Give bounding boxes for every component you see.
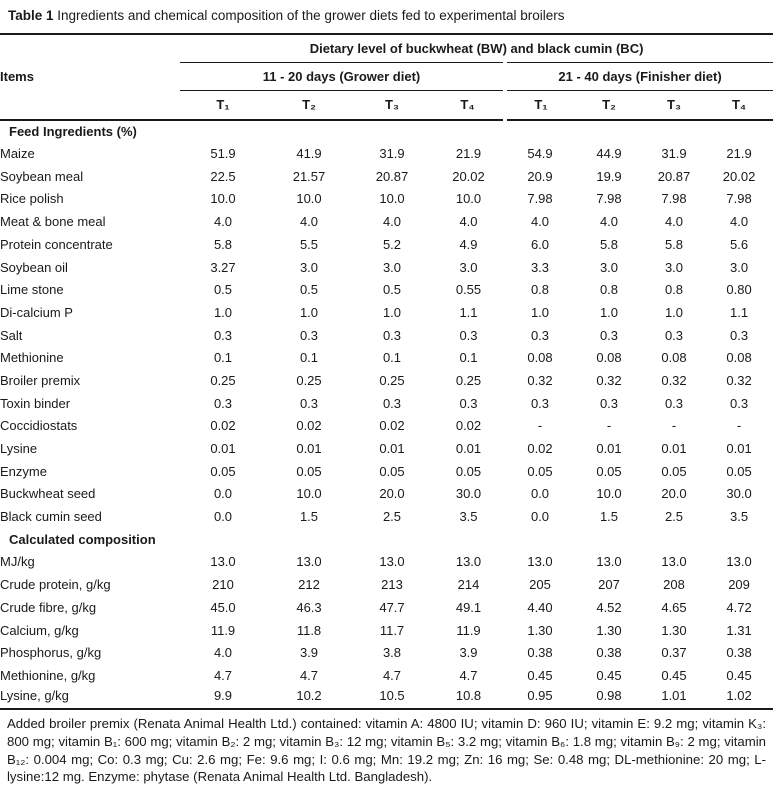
cell-value: 2.5 [382,509,402,525]
cell-value: 0.55 [455,282,482,298]
table-row [0,165,773,188]
row-label: Salt [0,327,23,343]
cell-value: 0.02 [296,418,322,434]
cell-value: 0.3 [459,395,478,411]
cell-value: 0.8 [599,282,619,298]
cell-value: 41.9 [296,146,322,162]
cell-value: 6.0 [530,236,550,252]
group-header-finisher: 21 - 40 days (Finisher diet) [505,62,773,90]
row-label: Broiler premix [0,372,81,388]
cell-value: 0.98 [596,687,622,703]
cell-value: 44.9 [596,146,622,162]
cell-value: 9.9 [213,687,233,703]
group-header-grower: 11 - 20 days (Grower diet) [180,62,505,90]
cell-value: 7.98 [527,191,553,207]
cell-value: 0.0 [213,509,233,525]
cell-value: 0.3 [664,395,684,411]
cell-value: 1.5 [299,509,319,525]
cell-value: 5.5 [299,236,319,252]
cell-value: 4.0 [382,214,402,230]
cell-value: 3.8 [382,645,402,661]
cell-value: 3.27 [210,259,236,275]
cell-value: 0.1 [459,350,478,366]
cell-value: 54.9 [527,146,553,162]
cell-value: 7.98 [661,191,687,207]
cell-value: 10.2 [296,687,322,703]
row-label: Methionine, g/kg [0,667,96,683]
cell-value: 4.7 [213,667,233,683]
cell-value: 4.0 [530,214,550,230]
table-row [0,596,773,619]
cell-value: 0.3 [599,395,619,411]
cell-value: 11.7 [379,622,405,638]
cell-value: 1.0 [213,304,233,320]
row-label: Enzyme [0,463,47,479]
cell-value: 0.38 [596,645,622,661]
cell-value: 0.3 [664,327,684,343]
table-row [0,233,773,256]
cell-value: 0.37 [661,645,687,661]
table-row [0,278,773,301]
table-row [0,687,773,710]
cell-value: 0.05 [210,463,236,479]
cell-value: 213 [381,577,403,593]
cell-value: 1.31 [726,622,752,638]
cell-value: 1.1 [459,304,478,320]
cell-value: 20.0 [379,486,405,502]
cell-value: 4.9 [459,236,478,252]
cell-value: 4.7 [299,667,319,683]
cell-value: 4.52 [596,599,622,615]
row-label: Coccidiostats [0,418,78,434]
cell-value: 11.9 [456,622,481,638]
treatment-header-finisher-t3: T₃ [643,90,705,120]
treatment-header-grower-t1: T₁ [180,90,266,120]
cell-value: 0.25 [210,372,236,388]
cell-value: 0.02 [455,418,482,434]
cell-value: 3.3 [530,259,550,275]
cell-value: 47.7 [379,599,405,615]
cell-value: 3.5 [730,509,749,525]
treatment-header-grower-t4: T₄ [432,90,505,120]
table-row [0,210,773,233]
row-label: Maize [0,146,35,162]
cell-value: 0.01 [296,441,322,457]
cell-value: 2.5 [664,509,684,525]
cell-value: 0.05 [296,463,322,479]
cell-value: 30.0 [726,486,752,502]
row-label: Protein concentrate [0,236,113,252]
table-row [0,505,773,528]
cell-value: 0.05 [596,463,622,479]
cell-value: 0.01 [726,441,752,457]
table-row [0,301,773,324]
cell-value: 0.1 [382,350,402,366]
cell-value: 0.01 [661,441,687,457]
cell-value: 0.5 [213,282,233,298]
cell-value: 1.0 [299,304,319,320]
row-label: Crude protein, g/kg [0,577,111,593]
cell-value: 0.32 [596,372,622,388]
cell-value: 3.0 [664,259,684,275]
cell-value: 0.05 [379,463,405,479]
cell-value: 0.0 [213,486,233,502]
cell-value: 0.38 [527,645,553,661]
section-header-row [0,120,773,143]
cell-value: 214 [457,577,480,593]
cell-value: 4.0 [664,214,684,230]
cell-value: 13.0 [726,554,752,570]
table-row [0,641,773,664]
cell-value: 0.08 [596,350,622,366]
cell-value: 0.3 [730,395,749,411]
cell-value: 0.5 [382,282,402,298]
cell-value: 51.9 [210,146,236,162]
cell-value: 0.25 [379,372,405,388]
cell-value: 1.0 [382,304,402,320]
cell-value: 0.45 [661,667,687,683]
table-caption-number: Table 1 [8,8,54,23]
cell-value: 3.9 [299,645,319,661]
cell-value: 4.40 [527,599,553,615]
cell-value: 0.01 [210,441,236,457]
row-label: Lysine [0,441,38,457]
diet-composition-table [0,33,773,711]
table-row [0,483,773,506]
cell-value: 0.45 [726,667,752,683]
cell-value: 10.0 [455,191,482,207]
row-label: Black cumin seed [0,509,102,525]
cell-value: 208 [663,577,685,593]
cell-value: 3.0 [299,259,319,275]
header-row-span [0,34,773,63]
cell-value: 7.98 [726,191,752,207]
row-label: MJ/kg [0,554,35,570]
cell-value: 3.0 [459,259,478,275]
cell-value: 3.9 [459,645,478,661]
cell-value: 0.8 [664,282,684,298]
row-label: Lysine, g/kg [0,687,69,703]
cell-value: 46.3 [296,599,322,615]
items-column-header: Items [0,34,180,120]
cell-value: 45.0 [210,599,236,615]
cell-value: 13.0 [661,554,687,570]
cell-value: 5.8 [213,236,233,252]
cell-value: 0.3 [459,327,478,343]
cell-value: 5.8 [664,236,684,252]
cell-value: 0.0 [530,509,550,525]
cell-value: 0.32 [661,372,687,388]
cell-value: 0.01 [455,441,482,457]
row-label: Calcium, g/kg [0,622,79,638]
dietary-level-header: Dietary level of buckwheat (BW) and black cumin (BC) [180,34,773,63]
cell-value: 0.3 [382,327,402,343]
cell-value: 1.30 [661,622,687,638]
row-label: Methionine [0,350,64,366]
cell-value: 0.02 [379,418,405,434]
cell-value: 0.1 [213,350,233,366]
treatment-header-finisher-t2: T₂ [575,90,643,120]
cell-value: 1.30 [596,622,622,638]
row-label: Phosphorus, g/kg [0,645,102,661]
cell-value: 0.5 [299,282,319,298]
cell-value: 31.9 [379,146,405,162]
cell-value: 49.1 [455,599,482,615]
table-row [0,188,773,211]
cell-value: 10.0 [296,191,322,207]
cell-value: 10.0 [296,486,322,502]
section-label: Calculated composition [9,531,156,547]
table-row [0,414,773,437]
cell-value: 0.45 [527,667,553,683]
cell-value: 20.02 [452,168,485,184]
table-row [0,664,773,687]
row-label: Soybean oil [0,259,68,275]
cell-value: 11.9 [210,622,236,638]
table-row [0,256,773,279]
cell-value: 0.05 [726,463,752,479]
table-row [0,437,773,460]
cell-value: 0.3 [213,395,233,411]
cell-value: 13.0 [296,554,322,570]
cell-value: 10.8 [455,687,482,703]
cell-value: - [671,418,677,434]
row-label: Crude fibre, g/kg [0,599,97,615]
cell-value: 21.9 [455,146,482,162]
cell-value: 3.0 [730,259,749,275]
section-header-row [0,528,773,551]
cell-value: 4.0 [213,214,233,230]
cell-value: 10.0 [379,191,405,207]
table-row [0,142,773,165]
cell-value: 3.0 [382,259,402,275]
cell-value: 13.0 [210,554,236,570]
treatment-header-finisher-t1: T₁ [505,90,575,120]
cell-value: 20.87 [657,168,691,184]
cell-value: 1.30 [527,622,553,638]
cell-value: 13.0 [527,554,553,570]
table-footnote: Added broiler premix (Renata Animal Health Ltd.) contained: vitamin A: 4800 IU; vitamin D: 960 IU; vitamin E: 9.2 mg; vitamin K₃: 800 mg; vitamin B₁: 600 mg; vitamin B₂: 2 mg; vitamin B₃: 12 mg; vitamin B₅: 3.2 mg; vitamin B₆: 1.8 mg; vitamin B₉: 2 mg; vitamin B₁₂: 0.004 mg; Co: 0.3 mg; Cu: 2.6 mg; Fe: 9.6 mg; I: 0.6 mg; Mn: 19.2 mg; Zn: 16 mg; Se: 0.48 mg; DL-methionine: 20 mg; L- lysine:12 mg. Enzyme: phytase (Renata Animal Health Ltd. Bangladesh). [7,716,766,785]
cell-value: 13.0 [455,554,482,570]
cell-value: 0.3 [599,327,619,343]
cell-value: 21.9 [726,146,752,162]
cell-value: 10.0 [210,191,236,207]
cell-value: 5.2 [382,236,402,252]
cell-value: 0.25 [296,372,322,388]
cell-value: 10.5 [379,687,405,703]
cell-value: - [606,418,612,434]
cell-value: 0.05 [661,463,687,479]
row-label: Meat & bone meal [0,214,106,230]
cell-value: 7.98 [596,191,622,207]
table-row [0,346,773,369]
cell-value: 0.02 [210,418,236,434]
row-label: Buckwheat seed [0,486,96,502]
cell-value: 4.7 [459,667,478,683]
row-label: Rice polish [0,191,64,207]
cell-value: 0.01 [379,441,405,457]
cell-value: 1.01 [661,687,687,703]
cell-value: 0.3 [299,327,319,343]
row-label: Di-calcium P [0,304,73,320]
cell-value: 0.0 [530,486,550,502]
cell-value: 3.0 [599,259,619,275]
cell-value: 0.3 [382,395,402,411]
cell-value: 3.5 [459,509,478,525]
cell-value: 1.0 [530,304,550,320]
cell-value: 1.0 [664,304,684,320]
cell-value: 5.6 [730,236,749,252]
cell-value: 5.8 [599,236,619,252]
cell-value: 212 [298,577,320,593]
cell-value: 0.05 [455,463,482,479]
cell-value: 0.32 [527,372,553,388]
cell-value: 20.9 [527,168,553,184]
table-row [0,369,773,392]
table-row [0,324,773,347]
cell-value: 0.02 [527,441,553,457]
cell-value: 207 [598,577,620,593]
treatment-header-grower-t2: T₂ [266,90,352,120]
table-row [0,460,773,483]
cell-value: 1.1 [730,304,749,320]
cell-value: - [736,418,742,434]
cell-value: 0.38 [726,645,752,661]
cell-value: 0.25 [455,372,482,388]
cell-value: 0.01 [596,441,622,457]
cell-value: 19.9 [596,168,622,184]
section-label: Feed Ingredients (%) [9,123,137,139]
cell-value: 0.3 [213,327,233,343]
cell-value: 210 [212,577,234,593]
cell-value: 0.45 [596,667,622,683]
treatment-header-finisher-t4: T₄ [705,90,773,120]
cell-value: 0.08 [661,350,687,366]
cell-value: 4.0 [730,214,749,230]
cell-value: 0.8 [530,282,550,298]
row-label: Soybean meal [0,168,84,184]
cell-value: 20.0 [661,486,687,502]
cell-value: 1.02 [726,687,752,703]
cell-value: 30.0 [455,486,482,502]
table-row [0,392,773,415]
cell-value: 4.65 [661,599,687,615]
cell-value: 20.87 [375,168,409,184]
row-label: Toxin binder [0,395,71,411]
cell-value: 20.02 [722,168,756,184]
cell-value: 21.57 [292,168,326,184]
cell-value: 209 [728,577,750,593]
cell-value: 0.3 [299,395,319,411]
table-row [0,551,773,574]
cell-value: 1.0 [599,304,619,320]
cell-value: 0.80 [726,282,752,298]
cell-value: 4.0 [459,214,478,230]
cell-value: 13.0 [596,554,622,570]
cell-value: 13.0 [379,554,405,570]
cell-value: 205 [529,577,551,593]
cell-value: 0.08 [726,350,752,366]
cell-value: 4.0 [599,214,619,230]
row-label: Lime stone [0,282,64,298]
cell-value: 1.5 [599,509,619,525]
cell-value: 0.3 [730,327,749,343]
cell-value: - [537,418,543,434]
cell-value: 0.1 [299,350,319,366]
cell-value: 4.7 [382,667,402,683]
cell-value: 22.5 [210,168,236,184]
table-caption [0,0,773,33]
cell-value: 0.05 [527,463,553,479]
cell-value: 0.32 [726,372,752,388]
cell-value: 11.8 [296,622,322,638]
table-caption-text: Ingredients and chemical composition of the grower diets fed to experimental broilers [53,8,565,23]
cell-value: 4.0 [299,214,319,230]
cell-value: 10.0 [596,486,622,502]
cell-value: 31.9 [661,146,687,162]
cell-value: 0.3 [530,327,550,343]
treatment-header-grower-t3: T₃ [352,90,432,120]
cell-value: 4.72 [726,599,752,615]
cell-value: 0.95 [527,687,553,703]
cell-value: 4.0 [213,645,233,661]
cell-value: 0.3 [530,395,550,411]
cell-value: 0.08 [527,350,553,366]
table-row [0,573,773,596]
table-row [0,619,773,642]
